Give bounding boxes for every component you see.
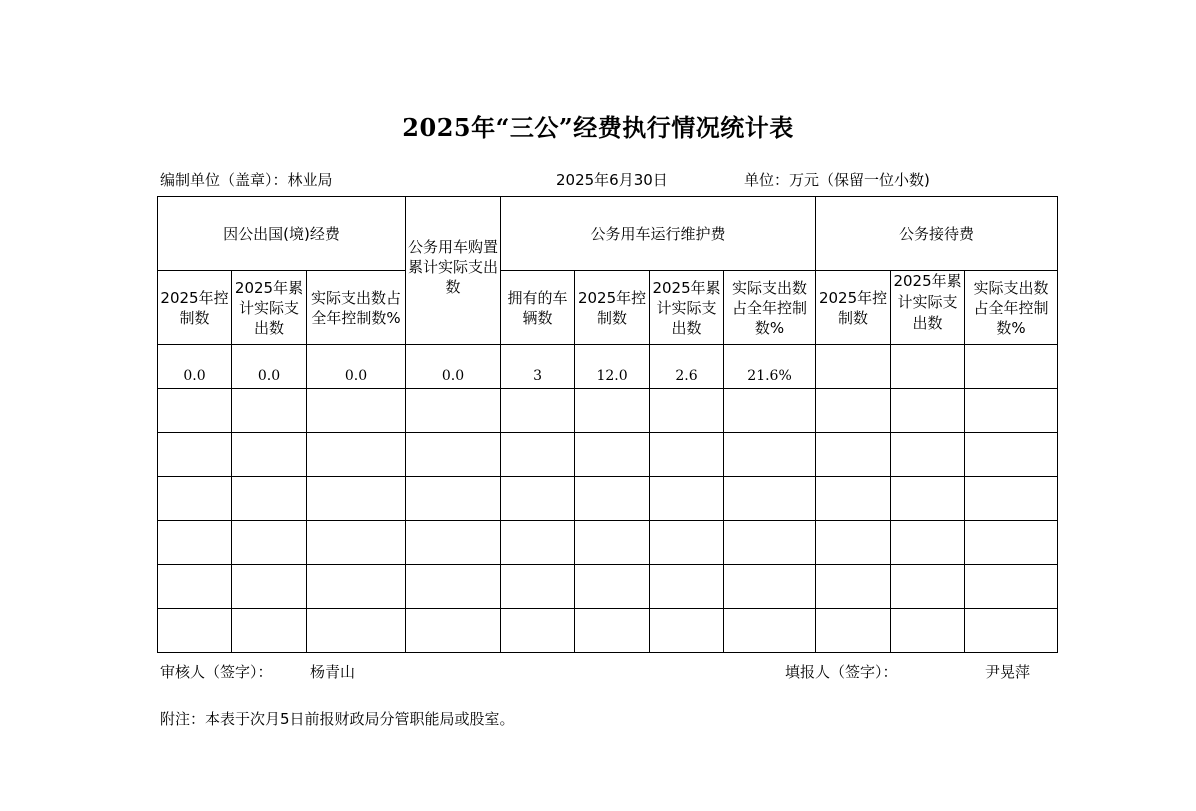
subheader-abroad-actual: 2025年累计实际支出数 (232, 271, 307, 345)
cell-abroad-ratio: 0.0 (307, 345, 406, 389)
auditor-name: 杨青山 (310, 663, 356, 681)
subheader-vehicle-actual: 2025年累计实际支出数 (650, 271, 724, 345)
cell-vehicle-budget: 12.0 (575, 345, 650, 389)
header-vehicle-operation: 公务用车运行维护费 (501, 197, 816, 271)
cell-abroad-budget: 0.0 (158, 345, 232, 389)
header-reception-expense: 公务接待费 (816, 197, 1058, 271)
page-title: 2025年“三公”经费执行情况统计表 (402, 113, 794, 142)
cell-vehicle-ratio: 21.6% (724, 345, 816, 389)
filler-label: 填报人（签字）： (785, 663, 898, 681)
subheader-reception-ratio: 实际支出数占全年控制数% (965, 271, 1058, 345)
cell-reception-actual (891, 345, 965, 389)
empty-row (158, 389, 1058, 433)
cell-abroad-actual: 0.0 (232, 345, 307, 389)
footnote: 附注：本表于次月5日前报财政局分管职能局或股室。 (160, 710, 515, 728)
subheader-abroad-ratio: 实际支出数占全年控制数% (307, 271, 406, 345)
cell-vehicle-count: 3 (501, 345, 575, 389)
subheader-reception-actual: 2025年累计实际支出数 (893, 272, 962, 332)
auditor-label: 审核人（签字）： (160, 663, 273, 681)
header-abroad-expense: 因公出国(境)经费 (158, 197, 406, 271)
expense-table (157, 196, 1058, 653)
subheader-vehicle-count: 拥有的车辆数 (501, 271, 575, 345)
cell-vehicle-actual: 2.6 (650, 345, 724, 389)
empty-row (158, 521, 1058, 565)
cell-reception-budget (816, 345, 891, 389)
subheader-reception-budget: 2025年控制数 (816, 271, 891, 345)
table-row (158, 345, 1058, 389)
cell-reception-ratio (965, 345, 1058, 389)
filler-name: 尹晃萍 (985, 663, 1031, 681)
empty-row (158, 609, 1058, 653)
compiling-unit: 编制单位（盖章）：林业局 (160, 171, 333, 189)
currency-unit: 单位：万元（保留一位小数) (744, 171, 930, 189)
empty-row (158, 433, 1058, 477)
empty-row (158, 565, 1058, 609)
report-date: 2025年6月30日 (556, 171, 668, 189)
cell-vehicle-purchase: 0.0 (406, 345, 501, 389)
subheader-abroad-budget: 2025年控制数 (158, 271, 232, 345)
empty-row (158, 477, 1058, 521)
header-vehicle-purchase: 公务用车购置累计实际支出数 (406, 197, 501, 345)
subheader-vehicle-budget: 2025年控制数 (575, 271, 650, 345)
subheader-vehicle-ratio: 实际支出数占全年控制数% (724, 271, 816, 345)
